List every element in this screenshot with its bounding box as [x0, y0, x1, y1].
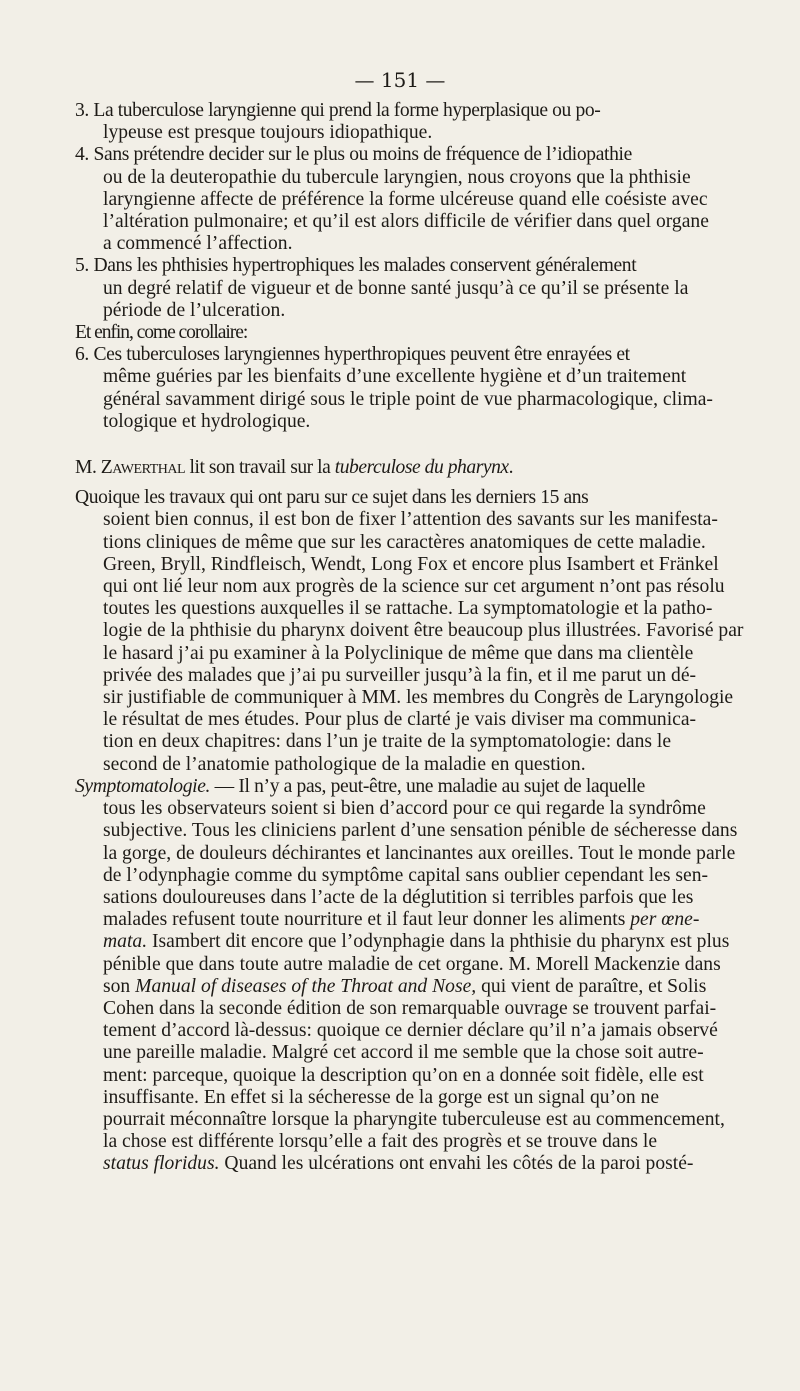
text-line: même guéries par les bienfaits d’une excellente hygiène et d’un traitement	[103, 366, 687, 388]
line-text: Quand les ulcérations ont envahi les côtés de la paroi posté-	[219, 1153, 694, 1175]
line-text: malades refusent toute nourriture et il faut leur donner les aliments	[103, 909, 631, 931]
text-line: qui ont lié leur nom aux progrès de la science sur cet argument n’ont pas résolu	[103, 576, 725, 598]
text-line: tions cliniques de même que sur les caractères anatomiques de cette maladie.	[103, 531, 706, 553]
text-line: tologique et hydrologique.	[103, 410, 311, 432]
latin-term: mata.	[103, 931, 148, 953]
line-text: qui vient de paraître, et Solis	[476, 975, 707, 997]
text-line: ou de la deuteropathie du tubercule laryngien, nous croyons que la phthisie	[103, 166, 691, 188]
text-line: Green, Bryll, Rindfleisch, Wendt, Long Fox et encore plus Isambert et Fränkel	[103, 553, 719, 575]
text-line: la gorge, de douleurs déchirantes et lancinantes aux oreilles. Tout le monde parle	[103, 842, 736, 864]
text-line: 3. La tuberculose laryngienne qui prend la forme hyperplasique ou po-	[75, 100, 601, 121]
book-title: Manual of diseases of the Throat and Nose,	[135, 975, 477, 997]
text-line: le hasard j’ai pu examiner à la Polyclinique de même que dans ma clientèle	[103, 642, 694, 664]
text-line: un degré relatif de vigueur et de bonne santé jusqu’à ce qu’il se présente la	[103, 277, 689, 299]
text-line: second de l’anatomie pathologique de la maladie en question.	[103, 753, 586, 775]
latin-term: status floridus.	[103, 1153, 220, 1175]
text-line: soient bien connus, il est bon de fixer l’attention des savants sur les manifesta-	[103, 509, 718, 531]
text-line	[75, 1153, 743, 1175]
heading-suffix: .	[508, 457, 514, 479]
line-text: — Il n’y a pas, peut-être, une maladie au sujet de laquelle	[210, 775, 645, 797]
text-line: la chose est différente lorsqu’elle a fait des progrès et se trouve dans le	[103, 1131, 658, 1153]
page-number: — 151 —	[354, 68, 446, 92]
body-text	[75, 100, 743, 1176]
text-line: tous les observateurs soient si bien d’accord pour ce qui regarde la syndrôme	[103, 798, 706, 820]
paper-title: tuberculose du pharynx	[334, 457, 509, 479]
heading-text: lit son travail sur la	[185, 457, 335, 479]
text-line: lypeuse est presque toujours idiopathique.	[103, 122, 433, 144]
text-line	[75, 976, 743, 998]
text-line: Et enfin, come corollaire:	[75, 322, 248, 344]
text-line: privée des malades que j’ai pu surveiller jusqu’à la fin, et il me parut un dé-	[103, 664, 697, 686]
section-gap	[75, 479, 743, 487]
line-text: Isambert dit encore que l’odynphagie dans la phthisie du pharynx est plus	[147, 931, 730, 953]
text-line: toutes les questions auxquelles il se rattache. La symptomatologie et la patho-	[103, 598, 713, 620]
paragraph-symptomatology	[75, 776, 743, 1176]
text-line: période de l’ulceration.	[103, 299, 286, 321]
text-line: sir justifiable de communiquer à MM. les membres du Congrès de Laryngologie	[103, 687, 734, 709]
text-line: une pareille maladie. Malgré cet accord il me semble que la chose soit autre-	[103, 1042, 704, 1064]
text-line: Quoique les travaux qui ont paru sur ce sujet dans les derniers 15 ans	[75, 487, 589, 509]
text-line: pourrait méconnaître lorsque la pharyngite tuberculeuse est au commencement,	[103, 1108, 725, 1130]
section-gap	[75, 433, 743, 457]
section-lead: Symptomatologie.	[75, 775, 211, 797]
text-line	[75, 931, 743, 953]
text-line: 5. Dans les phthisies hypertrophiques les malades conservent généralement	[75, 255, 637, 277]
text-line: tement d’accord là-dessus: quoique ce dernier déclare qu’il n’a jamais observé	[103, 1020, 718, 1042]
heading-prefix: M.	[75, 457, 101, 479]
text-line	[75, 776, 743, 798]
text-line	[75, 909, 743, 931]
speaker-name: Zawerthal	[100, 457, 186, 479]
paragraph	[75, 487, 743, 776]
text-line: le résultat de mes études. Pour plus de clarté je vais diviser ma communica-	[103, 709, 697, 731]
text-line: ment: parceque, quoique la description qu’on en a donnée soit fidèle, elle est	[103, 1064, 704, 1086]
latin-term: per œne-	[630, 909, 700, 931]
text-line	[75, 457, 743, 479]
text-line: 6. Ces tuberculoses laryngiennes hyperthropiques peuvent être enrayées et	[75, 344, 630, 366]
session-heading	[75, 457, 743, 479]
paragraph	[75, 344, 743, 433]
text-line: insuffisante. En effet si la sécheresse de la gorge est un signal qu’on ne	[103, 1086, 660, 1108]
paragraph	[75, 100, 743, 144]
paragraph	[75, 255, 743, 322]
text-line: Cohen dans la seconde édition de son remarquable ouvrage se trouvent parfai-	[103, 997, 717, 1019]
text-line: sations douloureuses dans l’acte de la déglutition si terribles parfois que les	[103, 886, 694, 908]
text-line: a commencé l’affection.	[103, 233, 293, 255]
paragraph	[75, 322, 743, 344]
text-line: de l’odynphagie comme du symptôme capital sans oublier cependant les sen-	[103, 864, 709, 886]
paragraph	[75, 144, 743, 255]
text-line: tion en deux chapitres: dans l’un je traite de la symptomatologie: dans le	[103, 731, 672, 753]
text-line: logie de la phthisie du pharynx doivent être beaucoup plus illustrées. Favorisé par	[103, 620, 744, 642]
text-line: pénible que dans toute autre maladie de cet organe. M. Morell Mackenzie dans	[103, 953, 721, 975]
text-line: général savamment dirigé sous le triple point de vue pharmacologique, clima-	[103, 388, 713, 410]
text-line: l’altération pulmonaire; et qu’il est alors difficile de vérifier dans quel organe	[103, 211, 709, 233]
text-line: 4. Sans prétendre decider sur le plus ou moins de fréquence de l’idiopathie	[75, 144, 632, 166]
line-text: son	[103, 975, 136, 997]
text-line: subjective. Tous les cliniciens parlent d’une sensation pénible de sécheresse dans	[103, 820, 738, 842]
text-line: laryngienne affecte de préférence la forme ulcéreuse quand elle coésiste avec	[103, 188, 708, 210]
